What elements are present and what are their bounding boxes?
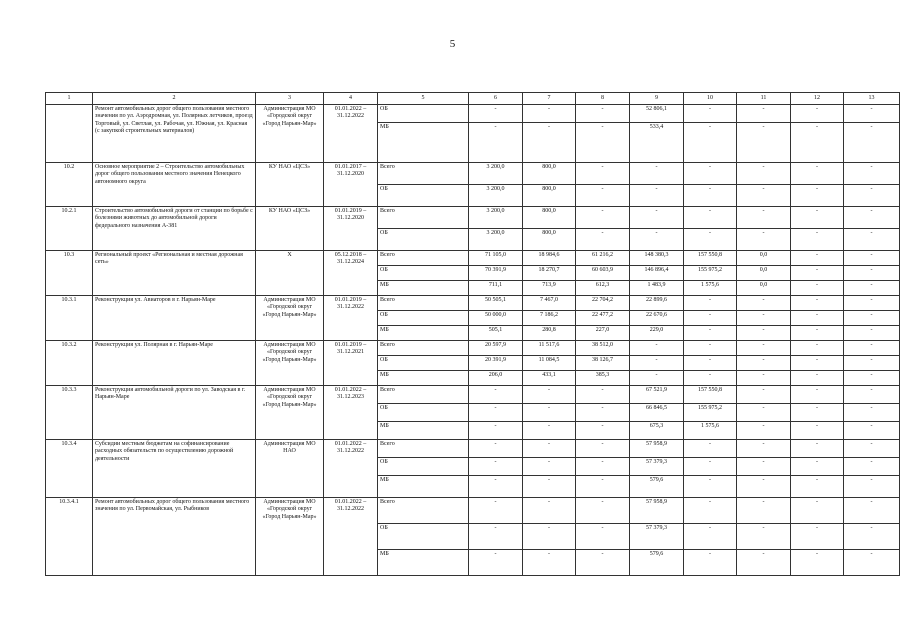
row-executor: Администрация МО «Городской округ «Город Нарьян-Мар» <box>256 341 324 386</box>
amount-cell: - <box>469 550 523 576</box>
column-header: 5 <box>378 93 469 105</box>
amount-cell: 11 084,5 <box>523 356 576 371</box>
amount-cell: 800,0 <box>523 207 576 229</box>
amount-cell: - <box>791 207 844 229</box>
amount-cell: 3 200,0 <box>469 207 523 229</box>
amount-cell: 61 216,2 <box>576 251 630 266</box>
amount-cell: - <box>737 356 791 371</box>
amount-cell: 206,0 <box>469 371 523 386</box>
amount-cell: - <box>737 440 791 458</box>
amount-cell: - <box>523 404 576 422</box>
table-row <box>46 163 900 185</box>
amount-cell: 612,3 <box>576 281 630 296</box>
amount-cell: 1 575,6 <box>684 422 737 440</box>
funding-source: ОБ <box>378 524 469 550</box>
amount-cell: - <box>844 281 900 296</box>
row-name: Ремонт автомобильных дорог общего пользования местного значения по ул. Первомайская, ул. Рыбников <box>93 498 256 576</box>
amount-cell: 18 984,6 <box>523 251 576 266</box>
amount-cell: - <box>469 123 523 163</box>
amount-cell: 713,9 <box>523 281 576 296</box>
amount-cell: - <box>791 458 844 476</box>
amount-cell: - <box>576 123 630 163</box>
column-header: 9 <box>630 93 684 105</box>
row-period: 01.01.2019 – 31.12.2022 <box>324 296 378 341</box>
amount-cell: - <box>791 524 844 550</box>
amount-cell: - <box>576 229 630 251</box>
row-name: Субсидии местным бюджетам на софинансирование расходных обязательств по осуществлению дорожной деятельности <box>93 440 256 498</box>
row-code: 10.3.3 <box>46 386 93 440</box>
amount-cell: 3 200,0 <box>469 229 523 251</box>
amount-cell: 579,6 <box>630 550 684 576</box>
amount-cell: - <box>791 498 844 524</box>
amount-cell: 7 467,0 <box>523 296 576 311</box>
row-executor: Администрация МО «Городской округ «Город Нарьян-Мар» <box>256 105 324 163</box>
amount-cell: - <box>791 296 844 311</box>
amount-cell: 148 380,3 <box>630 251 684 266</box>
amount-cell: 50 505,1 <box>469 296 523 311</box>
funding-source: МБ <box>378 550 469 576</box>
row-code: 10.2 <box>46 163 93 207</box>
amount-cell: 22 899,6 <box>630 296 684 311</box>
amount-cell: - <box>791 326 844 341</box>
amount-cell: - <box>684 458 737 476</box>
row-code: 10.2.1 <box>46 207 93 251</box>
amount-cell: - <box>844 356 900 371</box>
column-header: 10 <box>684 93 737 105</box>
amount-cell: - <box>844 341 900 356</box>
row-name: Реконструкция ул. Авиаторов в г. Нарьян-Маре <box>93 296 256 341</box>
amount-cell: - <box>684 311 737 326</box>
amount-cell: - <box>791 185 844 207</box>
amount-cell: 800,0 <box>523 185 576 207</box>
funding-source: МБ <box>378 326 469 341</box>
amount-cell: - <box>737 524 791 550</box>
amount-cell: 57 958,9 <box>630 440 684 458</box>
amount-cell: - <box>469 105 523 123</box>
funding-source: МБ <box>378 422 469 440</box>
amount-cell: - <box>469 422 523 440</box>
amount-cell: 22 670,6 <box>630 311 684 326</box>
amount-cell: 22 477,2 <box>576 311 630 326</box>
amount-cell: - <box>576 550 630 576</box>
amount-cell: - <box>844 458 900 476</box>
amount-cell: - <box>576 105 630 123</box>
amount-cell: - <box>523 105 576 123</box>
amount-cell: - <box>844 163 900 185</box>
amount-cell: 800,0 <box>523 163 576 185</box>
table-row <box>46 498 900 524</box>
amount-cell: 18 270,7 <box>523 266 576 281</box>
amount-cell: - <box>630 207 684 229</box>
amount-cell: - <box>469 498 523 524</box>
amount-cell: - <box>844 311 900 326</box>
page-number: 5 <box>449 38 456 50</box>
amount-cell: 1 483,9 <box>630 281 684 296</box>
amount-cell: - <box>791 356 844 371</box>
amount-cell: - <box>737 458 791 476</box>
amount-cell: - <box>737 498 791 524</box>
amount-cell: 38 512,0 <box>576 341 630 356</box>
amount-cell: - <box>523 550 576 576</box>
amount-cell: - <box>737 386 791 404</box>
amount-cell: 22 704,2 <box>576 296 630 311</box>
table-body <box>46 93 900 576</box>
column-header: 2 <box>93 93 256 105</box>
column-header: 12 <box>791 93 844 105</box>
amount-cell: - <box>791 281 844 296</box>
row-name: Ремонт автомобильных дорог общего пользования местного значения по ул. Аэродромная, ул. Полярных летчиков, проезд Торговый, ул. Светлая, ул. Рабочая, ул. Южная, ул. Красная (с закупкой строительных материалов) <box>93 105 256 163</box>
table-row <box>46 251 900 266</box>
amount-cell: - <box>684 296 737 311</box>
amount-cell: - <box>630 229 684 251</box>
amount-cell: 3 200,0 <box>469 185 523 207</box>
amount-cell: 505,1 <box>469 326 523 341</box>
amount-cell: - <box>469 386 523 404</box>
funding-source: Всего <box>378 251 469 266</box>
amount-cell: 50 000,0 <box>469 311 523 326</box>
column-header: 1 <box>46 93 93 105</box>
amount-cell: - <box>469 404 523 422</box>
amount-cell: 7 186,2 <box>523 311 576 326</box>
amount-cell: - <box>737 341 791 356</box>
amount-cell: - <box>684 163 737 185</box>
amount-cell: 155 975,2 <box>684 266 737 281</box>
amount-cell: - <box>576 386 630 404</box>
amount-cell: - <box>844 251 900 266</box>
column-header: 13 <box>844 93 900 105</box>
amount-cell: - <box>844 498 900 524</box>
amount-cell: - <box>791 341 844 356</box>
table-row <box>46 105 900 123</box>
amount-cell: 0,0 <box>737 251 791 266</box>
amount-cell: - <box>684 524 737 550</box>
amount-cell: 157 550,8 <box>684 386 737 404</box>
amount-cell: - <box>737 207 791 229</box>
amount-cell: - <box>684 476 737 498</box>
column-header: 4 <box>324 93 378 105</box>
column-header: 11 <box>737 93 791 105</box>
amount-cell: - <box>576 422 630 440</box>
amount-cell: - <box>684 207 737 229</box>
row-period: 01.01.2022 – 31.12.2023 <box>324 386 378 440</box>
amount-cell: - <box>523 458 576 476</box>
amount-cell: 20 597,9 <box>469 341 523 356</box>
funding-source: Всего <box>378 163 469 185</box>
amount-cell: - <box>791 476 844 498</box>
funding-source: МБ <box>378 371 469 386</box>
amount-cell: 67 521,9 <box>630 386 684 404</box>
amount-cell: - <box>684 185 737 207</box>
amount-cell: - <box>844 386 900 404</box>
row-period: 01.01.2022 – 31.12.2022 <box>324 105 378 163</box>
amount-cell: - <box>523 422 576 440</box>
funding-source: ОБ <box>378 458 469 476</box>
amount-cell: - <box>844 105 900 123</box>
amount-cell: - <box>684 105 737 123</box>
amount-cell: - <box>791 251 844 266</box>
amount-cell: 675,3 <box>630 422 684 440</box>
amount-cell: - <box>576 524 630 550</box>
amount-cell: 11 517,6 <box>523 341 576 356</box>
amount-cell: 229,0 <box>630 326 684 341</box>
amount-cell: - <box>737 311 791 326</box>
row-code: 10.3.4 <box>46 440 93 498</box>
row-code: 10.3 <box>46 251 93 296</box>
amount-cell: - <box>791 266 844 281</box>
amount-cell: 146 896,4 <box>630 266 684 281</box>
row-name: Реконструкция автомобильной дороги по ул. Заводская в г. Нарьян-Маре <box>93 386 256 440</box>
amount-cell: - <box>684 440 737 458</box>
amount-cell: - <box>469 524 523 550</box>
amount-cell: 227,0 <box>576 326 630 341</box>
funding-source: МБ <box>378 281 469 296</box>
amount-cell: - <box>737 296 791 311</box>
amount-cell: - <box>791 404 844 422</box>
column-number-row <box>46 93 900 105</box>
amount-cell: - <box>737 550 791 576</box>
row-period: 01.01.2019 – 31.12.2020 <box>324 207 378 251</box>
row-period: 01.01.2017 – 31.12.2020 <box>324 163 378 207</box>
amount-cell: - <box>844 371 900 386</box>
amount-cell: - <box>523 386 576 404</box>
amount-cell: - <box>684 498 737 524</box>
amount-cell: - <box>737 476 791 498</box>
row-name: Строительство автомобильной дороги от станции по борьбе с болезнями животных до автомобильной дороги федерального назначения А-381 <box>93 207 256 251</box>
amount-cell: - <box>576 185 630 207</box>
amount-cell: - <box>844 266 900 281</box>
table-row <box>46 207 900 229</box>
amount-cell: - <box>684 326 737 341</box>
row-executor: Х <box>256 251 324 296</box>
amount-cell: - <box>576 440 630 458</box>
row-period: 01.01.2022 – 31.12.2022 <box>324 498 378 576</box>
table-row <box>46 341 900 356</box>
funding-source: МБ <box>378 476 469 498</box>
amount-cell: - <box>844 207 900 229</box>
amount-cell: - <box>844 123 900 163</box>
column-header: 8 <box>576 93 630 105</box>
row-period: 01.01.2019 – 31.12.2021 <box>324 341 378 386</box>
amount-cell: 57 379,3 <box>630 524 684 550</box>
row-executor: Администрация МО НАО <box>256 440 324 498</box>
amount-cell: - <box>737 326 791 341</box>
amount-cell: - <box>737 422 791 440</box>
amount-cell: - <box>684 341 737 356</box>
amount-cell: - <box>737 105 791 123</box>
amount-cell: - <box>576 458 630 476</box>
amount-cell: 70 391,9 <box>469 266 523 281</box>
row-executor: КУ НАО «ЦСЗ» <box>256 207 324 251</box>
row-code: 10.3.1 <box>46 296 93 341</box>
amount-cell: - <box>791 311 844 326</box>
amount-cell: - <box>844 296 900 311</box>
amount-cell: - <box>791 123 844 163</box>
table-row <box>46 296 900 311</box>
amount-cell: - <box>684 229 737 251</box>
amount-cell: - <box>469 458 523 476</box>
row-period: 01.01.2022 – 31.12.2022 <box>324 440 378 498</box>
row-code: 10.3.2 <box>46 341 93 386</box>
amount-cell: - <box>791 105 844 123</box>
amount-cell: - <box>844 440 900 458</box>
amount-cell: 71 105,0 <box>469 251 523 266</box>
budget-table <box>45 92 900 576</box>
amount-cell: - <box>630 356 684 371</box>
funding-source: Всего <box>378 296 469 311</box>
amount-cell: - <box>523 476 576 498</box>
funding-source: Всего <box>378 440 469 458</box>
amount-cell: - <box>844 229 900 251</box>
amount-cell: 57 379,3 <box>630 458 684 476</box>
amount-cell: - <box>791 422 844 440</box>
amount-cell: - <box>469 440 523 458</box>
amount-cell: - <box>844 326 900 341</box>
amount-cell: - <box>576 163 630 185</box>
funding-source: Всего <box>378 498 469 524</box>
amount-cell: - <box>737 163 791 185</box>
funding-source: ОБ <box>378 311 469 326</box>
amount-cell: - <box>576 498 630 524</box>
amount-cell: - <box>469 476 523 498</box>
amount-cell: - <box>576 476 630 498</box>
amount-cell: - <box>844 185 900 207</box>
amount-cell: - <box>523 498 576 524</box>
amount-cell: 533,4 <box>630 123 684 163</box>
funding-source: ОБ <box>378 266 469 281</box>
funding-source: ОБ <box>378 229 469 251</box>
amount-cell: - <box>791 550 844 576</box>
amount-cell: - <box>844 476 900 498</box>
amount-cell: 157 550,8 <box>684 251 737 266</box>
amount-cell: 0,0 <box>737 281 791 296</box>
amount-cell: - <box>684 356 737 371</box>
amount-cell: - <box>576 404 630 422</box>
amount-cell: - <box>737 123 791 163</box>
row-executor: КУ НАО «ЦСЗ» <box>256 163 324 207</box>
amount-cell: - <box>791 440 844 458</box>
amount-cell: - <box>844 550 900 576</box>
row-executor: Администрация МО «Городской округ «Город Нарьян-Мар» <box>256 296 324 341</box>
amount-cell: - <box>737 185 791 207</box>
amount-cell: 711,1 <box>469 281 523 296</box>
amount-cell: - <box>737 371 791 386</box>
amount-cell: - <box>791 386 844 404</box>
amount-cell: 57 958,9 <box>630 498 684 524</box>
amount-cell: 155 975,2 <box>684 404 737 422</box>
row-name: Региональный проект «Региональная и местная дорожная сеть» <box>93 251 256 296</box>
amount-cell: 385,3 <box>576 371 630 386</box>
amount-cell: - <box>791 163 844 185</box>
amount-cell: - <box>684 550 737 576</box>
funding-source: Всего <box>378 341 469 356</box>
amount-cell: - <box>844 422 900 440</box>
amount-cell: - <box>523 440 576 458</box>
amount-cell: - <box>791 371 844 386</box>
amount-cell: - <box>844 404 900 422</box>
amount-cell: - <box>737 404 791 422</box>
amount-cell: 52 806,1 <box>630 105 684 123</box>
amount-cell: - <box>630 185 684 207</box>
row-code: 10.3.4.1 <box>46 498 93 576</box>
amount-cell: - <box>630 371 684 386</box>
amount-cell: - <box>630 163 684 185</box>
amount-cell: - <box>791 229 844 251</box>
column-header: 3 <box>256 93 324 105</box>
row-name: Реконструкция ул. Полярная в г. Нарьян-Маре <box>93 341 256 386</box>
funding-source: ОБ <box>378 105 469 123</box>
row-name: Основное мероприятие 2 – Строительство автомобильных дорог общего пользования местного значения Ненецкого автономного округа <box>93 163 256 207</box>
column-header: 7 <box>523 93 576 105</box>
amount-cell: 0,0 <box>737 266 791 281</box>
funding-source: ОБ <box>378 356 469 371</box>
amount-cell: 280,8 <box>523 326 576 341</box>
funding-source: ОБ <box>378 404 469 422</box>
amount-cell: - <box>684 123 737 163</box>
amount-cell: 60 603,9 <box>576 266 630 281</box>
column-header: 6 <box>469 93 523 105</box>
amount-cell: 1 575,6 <box>684 281 737 296</box>
amount-cell: - <box>523 123 576 163</box>
amount-cell: - <box>737 229 791 251</box>
amount-cell: 433,1 <box>523 371 576 386</box>
amount-cell: 20 391,9 <box>469 356 523 371</box>
row-code <box>46 105 93 163</box>
funding-source: Всего <box>378 386 469 404</box>
row-executor: Администрация МО «Городской округ «Город Нарьян-Мар» <box>256 498 324 576</box>
amount-cell: 38 126,7 <box>576 356 630 371</box>
amount-cell: - <box>684 371 737 386</box>
row-period: 05.12.2018 – 31.12.2024 <box>324 251 378 296</box>
row-executor: Администрация МО «Городской округ «Город Нарьян-Мар» <box>256 386 324 440</box>
amount-cell: 579,6 <box>630 476 684 498</box>
amount-cell: 66 846,5 <box>630 404 684 422</box>
table-row <box>46 440 900 458</box>
amount-cell: - <box>523 524 576 550</box>
amount-cell: 3 200,0 <box>469 163 523 185</box>
amount-cell: - <box>630 341 684 356</box>
funding-source: ОБ <box>378 185 469 207</box>
funding-source: Всего <box>378 207 469 229</box>
amount-cell: - <box>576 207 630 229</box>
table-row <box>46 386 900 404</box>
amount-cell: 800,0 <box>523 229 576 251</box>
amount-cell: - <box>844 524 900 550</box>
funding-source: МБ <box>378 123 469 163</box>
